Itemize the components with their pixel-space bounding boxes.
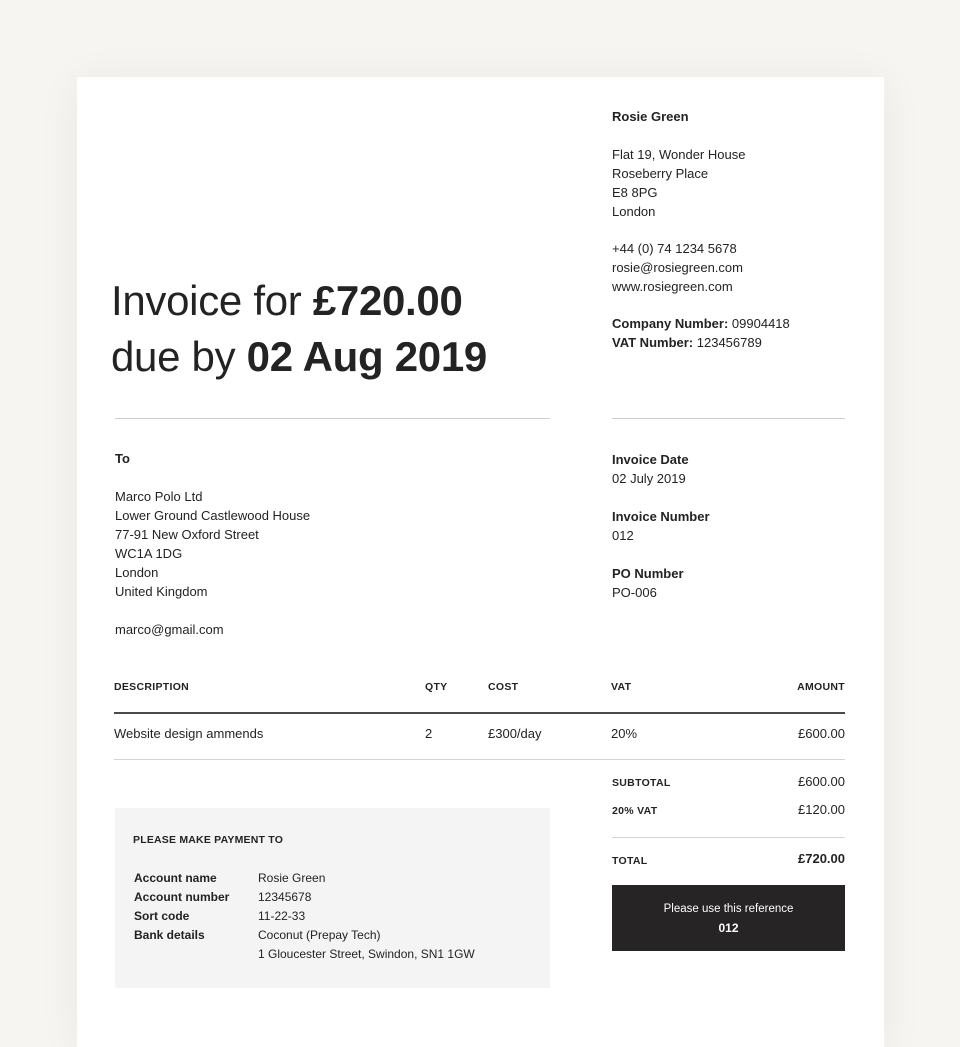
- seller-registration: [612, 314, 852, 352]
- seller-contact: [612, 239, 852, 296]
- sort-code-label: Sort code: [134, 909, 190, 923]
- vat-row: [612, 802, 845, 822]
- recipient-address-line: 77-91 New Oxford Street: [115, 527, 259, 542]
- subtotal-row: [612, 774, 845, 794]
- po-number-label: PO Number: [612, 566, 684, 581]
- table-header-rule: [114, 712, 845, 714]
- payment-rows: [134, 869, 534, 964]
- table-row: [114, 726, 845, 746]
- bank-address-value: 1 Gloucester Street, Swindon, SN1 1GW: [258, 947, 475, 961]
- headline-due-prefix: due by: [111, 333, 247, 380]
- seller-address-line: Flat 19, Wonder House: [612, 147, 746, 162]
- po-number-value: PO-006: [612, 585, 657, 600]
- seller-address-line: Roseberry Place: [612, 166, 709, 181]
- account-name-label: Account name: [134, 871, 217, 885]
- header-qty: QTY: [425, 681, 448, 693]
- invoice-number: [612, 507, 845, 545]
- invoice-headline: [111, 273, 571, 385]
- recipient-address-line: WC1A 1DG: [115, 546, 183, 561]
- seller-address: [612, 145, 852, 221]
- table-row-rule: [114, 759, 845, 760]
- invoice-meta: [612, 450, 845, 621]
- total-value: £720.00: [798, 851, 845, 866]
- cell-cost: £300/day: [488, 726, 542, 741]
- vat-number-label: VAT Number:: [612, 335, 694, 350]
- bank-details-row: [134, 926, 534, 945]
- account-number-row: [134, 888, 534, 907]
- account-name-value: Rosie Green: [258, 871, 326, 885]
- vat-number: [612, 333, 852, 352]
- reference-value: 012: [718, 921, 739, 935]
- total-label: TOTAL: [612, 855, 648, 867]
- header-cost: COST: [488, 681, 519, 693]
- total-row: [612, 851, 845, 871]
- header-amount: AMOUNT: [797, 681, 845, 693]
- seller-email[interactable]: rosie@rosiegreen.com: [612, 260, 743, 275]
- reference-text: Please use this reference: [663, 903, 794, 915]
- recipient-email[interactable]: marco@gmail.com: [115, 622, 224, 637]
- invoice-date: [612, 450, 845, 488]
- vat-total-value: £120.00: [798, 802, 845, 817]
- po-number: [612, 564, 845, 602]
- seller-details: [612, 107, 852, 352]
- seller-address-line: E8 8PG: [612, 185, 658, 200]
- recipient-address-line: United Kingdom: [115, 584, 208, 599]
- bank-name-value: Coconut (Prepay Tech): [258, 928, 381, 942]
- seller-website[interactable]: www.rosiegreen.com: [612, 279, 733, 294]
- invoice-date-value: 02 July 2019: [612, 471, 686, 486]
- vat-total-label: 20% VAT: [612, 805, 658, 817]
- subtotal-label: SUBTOTAL: [612, 777, 671, 789]
- invoice-number-label: Invoice Number: [612, 509, 710, 524]
- bank-address-row: [134, 945, 534, 964]
- sort-code-value: 11-22-33: [258, 909, 306, 923]
- header-vat: VAT: [611, 681, 632, 693]
- seller-address-line: London: [612, 204, 656, 219]
- account-number-value: 12345678: [258, 890, 312, 904]
- account-name-row: [134, 869, 534, 888]
- recipient-details: [115, 449, 475, 639]
- headline-prefix: Invoice for: [111, 277, 313, 324]
- company-number: [612, 314, 852, 333]
- bank-details-label: Bank details: [134, 928, 205, 942]
- headline-amount-line: [111, 273, 571, 329]
- recipient-address-line: Marco Polo Ltd: [115, 489, 203, 504]
- cell-qty: 2: [425, 726, 433, 741]
- headline-due-line: [111, 329, 571, 385]
- invoice-sheet: [77, 77, 884, 1047]
- headline-due-date: 02 Aug 2019: [246, 333, 487, 380]
- cell-amount: £600.00: [798, 726, 845, 741]
- headline-amount: £720.00: [312, 277, 463, 324]
- divider: [115, 418, 550, 419]
- recipient-address-line: London: [115, 565, 159, 580]
- invoice-number-value: 012: [612, 528, 634, 543]
- table-header: [114, 681, 845, 701]
- divider: [612, 418, 845, 419]
- company-number-label: Company Number:: [612, 316, 729, 331]
- payment-details-box: [115, 808, 550, 988]
- cell-description: Website design ammends: [114, 726, 264, 741]
- payment-title: PLEASE MAKE PAYMENT TO: [133, 834, 284, 846]
- account-number-label: Account number: [134, 890, 230, 904]
- company-number-value: 09904418: [731, 316, 790, 331]
- seller-phone[interactable]: +44 (0) 74 1234 5678: [612, 241, 737, 256]
- sort-code-row: [134, 907, 534, 926]
- vat-number-value: 123456789: [696, 335, 762, 350]
- header-description: DESCRIPTION: [114, 681, 190, 693]
- subtotal-value: £600.00: [798, 774, 845, 789]
- invoice-date-label: Invoice Date: [612, 452, 689, 467]
- recipient-label: To: [115, 451, 130, 466]
- cell-vat: 20%: [611, 726, 638, 741]
- recipient-address-line: Lower Ground Castlewood House: [115, 508, 311, 523]
- seller-name: Rosie Green: [612, 109, 689, 124]
- totals-divider: [612, 837, 845, 838]
- payment-reference-box: [612, 885, 845, 951]
